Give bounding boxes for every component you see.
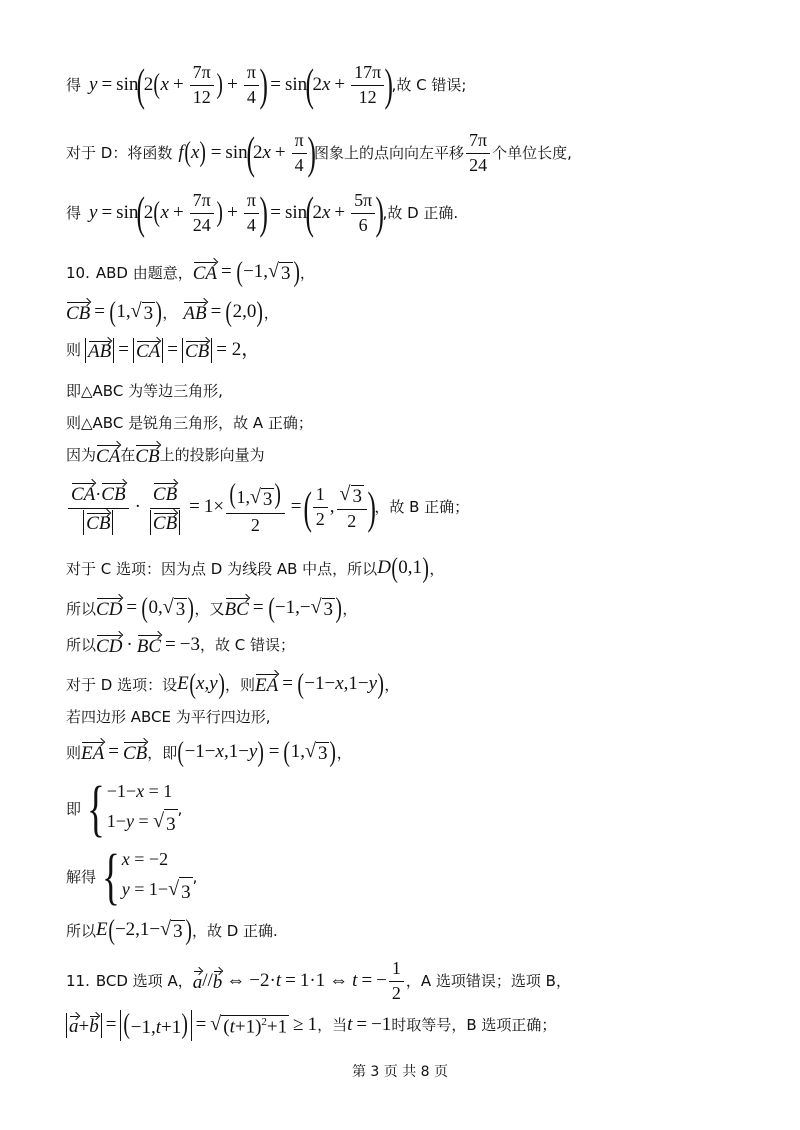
q10-line-6: 因为 CA 在 CB 上的投影向量为 (66, 442, 760, 469)
q10-line-15: 解得 { x = −2 y = 1− √ 3 , (66, 843, 198, 911)
line-c-result: 得 y = sin ( 2 ( x + $\frac{7\pi}{12}$ ) + $\frac{\pi}{4}$ ) = sin ( 2 x + $\frac{17\pi}{12}$ ) ,故 C 错误; (66, 59, 467, 111)
q10-line-9: 所以 CD = ( 0, √ 3 ) ，又 BC = ( −1,− √ 3 ) ， (66, 593, 358, 624)
q10-line-3: 则 AB = CA = CB = 2， (66, 339, 261, 362)
q10-line-11: 对于 D 选项：设 E ( x , y ) ，则 EA = ( −1− x ,1− y ) ， (66, 669, 400, 700)
q10-line-2: CB = ( 1, √ 3 ) ， AB = ( 2,0 ) ， (66, 297, 279, 328)
q10-line-12: 若四边形 ABCE 为平行四边形, (66, 708, 271, 726)
q10-line-5: 则△ABC 是锐角三角形，故 A 正确； (66, 414, 313, 432)
q10-line-13: 则 EA = CB ，即 ( −1− x ,1− y ) = ( 1, √ 3 ) ， (66, 737, 352, 768)
page-footer: 第 3 页 共 8 页 (351, 1064, 449, 1080)
q10-line-4: 即△ABC 为等边三角形, (66, 382, 223, 400)
q10-line-8: 对于 C 选项：因为点 D 为线段 AB 中点，所以 D ( 0,1 ) ， (66, 553, 445, 584)
line-item-d: 对于 D：将函数 f ( x ) = sin ( 2 x + $\frac{\pi}{4}$ ) 图象上的点向向左平移 $\frac{7\pi}{24}$ 个单位长度, (66, 127, 572, 179)
q10-line-14: 即 { −1−x = 1 1−y = √ 3 , (66, 775, 183, 843)
q11-line-2: a+b = (−1,t+1) = √ $(t+1)^2+1$ ≥ 1 ，当 t = −1 时取等号，B 选项正确； (66, 1010, 760, 1041)
q10-line-7: $\frac{CA\cdot CB}{CB}$ · $\frac{CB}{CB}$ = 1× (1, √ 3 ) 2 = ( $\frac{1}{2}$ , √ 3 2 ) ，故 B 正确； (66, 478, 760, 536)
q10-line-1: 10. ABD 由题意， CA = ( −1, √ 3 ) ， (66, 257, 315, 288)
q10-line-16: 所以 E ( −2,1− √ 3 ) ，故 D 正确. (66, 915, 278, 946)
line-d-result: 得 y = sin ( 2 ( x + $\frac{7\pi}{24}$ ) + $\frac{\pi}{4}$ ) = sin ( 2 x + $\frac{5\pi}{6}$ ) ,故 D 正确. (66, 187, 459, 239)
q10-line-10: 所以 CD · BC = −3 ，故 C 错误； (66, 634, 295, 657)
q11-line-1: 11. BCD 选项 A， a // b ⇔ −2· t = 1·1 ⇔ t = − $\frac{1}{2}$ ，A 选项错误；选项 B， (66, 958, 571, 1003)
